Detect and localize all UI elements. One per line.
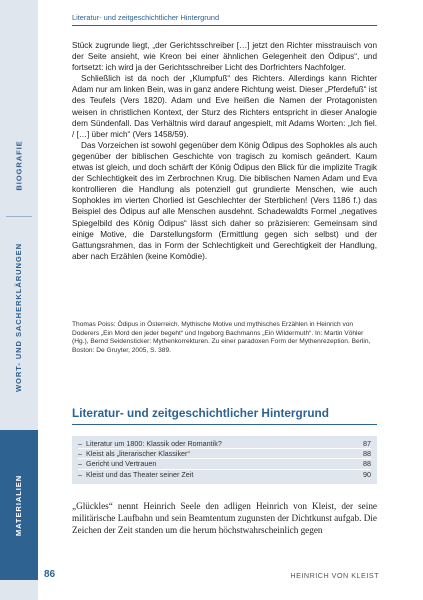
sidebar-section-materialien[interactable] bbox=[0, 430, 38, 580]
toc-item-label: Gericht und Vertrauen bbox=[86, 459, 157, 469]
toc-item-label: Kleist als „literarischer Klassiker“ bbox=[86, 449, 190, 459]
sidebar-section-wort-und-sacherklaerungen[interactable] bbox=[0, 222, 38, 412]
toc-item-page: 87 bbox=[363, 439, 371, 448]
footer-author: HEINRICH VON KLEIST bbox=[290, 571, 379, 580]
sidebar-divider bbox=[6, 216, 32, 217]
toc-item[interactable] bbox=[78, 439, 371, 449]
body-text bbox=[72, 40, 377, 262]
sidebar-label-wort-und-sacherklaerungen: WORT- UND SACHERKLÄRUNGEN bbox=[14, 242, 24, 392]
footnote-citation: Thomas Poiss: Ödipus in Österreich. Mythische Motive und mythisches Erzählen in Heinrich von Doderers „Ein Mord den jeder begeht“ und Ingeborg Bachmanns „Ein Wildermuth“. In: Martin Vöhler (Hg.), Bernd Seidensticker: Mythenkorrekturen. Zu einer paradoxen Form der Mythenrezeption. Berlin, Boston: De Gruyter, 2005, S. 389. bbox=[72, 321, 371, 354]
body-paragraph: Stück zugrunde liegt, „der Gerichtsschreiber […] jetzt den Richter misstrauisch von der Seite ansieht, wie Kreon bei einer ähnlichen Gelegenheit den Ödipus“, und fortsetzt: ich wird ja der Gerichtsschreiber Licht des Dorfrichters Nachfolger. bbox=[72, 41, 377, 73]
toc-item-page: 88 bbox=[363, 449, 371, 459]
section-heading: Literatur- und zeitgeschichtlicher Hintergrund bbox=[72, 406, 377, 425]
toc-item[interactable] bbox=[78, 459, 371, 469]
page-number: 86 bbox=[44, 569, 56, 580]
toc-item[interactable] bbox=[78, 449, 371, 459]
sidebar-section-biografie[interactable] bbox=[0, 120, 38, 210]
toc-dash: – bbox=[78, 449, 82, 459]
toc-item[interactable] bbox=[78, 470, 371, 480]
toc-dash: – bbox=[78, 459, 82, 469]
toc-item-label: Kleist und das Theater seiner Zeit bbox=[86, 469, 194, 479]
sidebar-label-biografie: BIOGRAFIE bbox=[14, 139, 24, 191]
body-paragraph: Das Vorzeichen ist sowohl gegenüber dem König Ödipus des Sophokles als auch gegenüber der biblischen Geschichte von tragisch zu komisch geändert. Kaum etwas ist gleich, und doch schärft der König Ödipus den Blick für die implizite Tragik der Schlechtigkeit des im Zerbrochnen Krug. Die biblischen Namen Adam und Eva kontrollieren die Handlung als potenziell gut grundierte Menschen, wie auch Sophokles im vierten Chorlied ist Geschlechter der Sterblichen! (Vers 1186 f.) das Beispiel des Ödipus auf alle Menschen ausdehnt. Schadewaldts Formel „negatives Spiegelbild des König Ödipus“ lässt sich daher so präzisieren: Gemeinsam sind einige Motive, die Darstellungsform (Ermittlung gegen sich selbst) und der Gattungsrahmen, das in Form der Schlechtigkeit und Gerechtigkeit der Handlung, aber nach Erzählen (keine Komödie). bbox=[72, 140, 377, 261]
toc-item-page: 88 bbox=[363, 459, 371, 469]
body-paragraph: Schließlich ist da noch der „Klumpfuß“ des Richters. Allerdings kann Richter Adam nur am linken Bein, was in ganz andere Richtung weist. Dieser „Pferdefuß“ ist des Teufels (Vers 1820). Adam und Eve heißen die Namen der Protagonisten weisen in christlichen Kontext, der Sturz des Richters entspricht in dieser Analogie dem Sündenfall. Das Verhältnis wird darauf angespielt, mit Adams Worten: „Ich fiel. / […] über mich“ (Vers 1458/59). bbox=[72, 74, 377, 139]
section-toc-box bbox=[72, 436, 377, 484]
running-header: Literatur- und zeitgeschichtlicher Hintergrund bbox=[72, 13, 377, 26]
toc-item-label: Literatur um 1800: Klassik oder Romantik? bbox=[86, 439, 222, 448]
toc-dash: – bbox=[78, 469, 82, 479]
toc-item-page: 90 bbox=[363, 469, 371, 479]
toc-dash: – bbox=[78, 439, 82, 448]
sidebar-label-materialien: MATERIALIEN bbox=[14, 474, 24, 536]
body-text-section-intro: „Glückles“ nennt Heinrich Seele den adligen Heinrich von Kleist, der seine militärische Laufbahn und sein Beamtentum zugunsten der Dichtkunst aufgab. Die Zeichen der Zeit standen um die herum höchstwahrscheinlich gegen bbox=[72, 501, 377, 536]
chapter-sidebar bbox=[0, 0, 38, 600]
